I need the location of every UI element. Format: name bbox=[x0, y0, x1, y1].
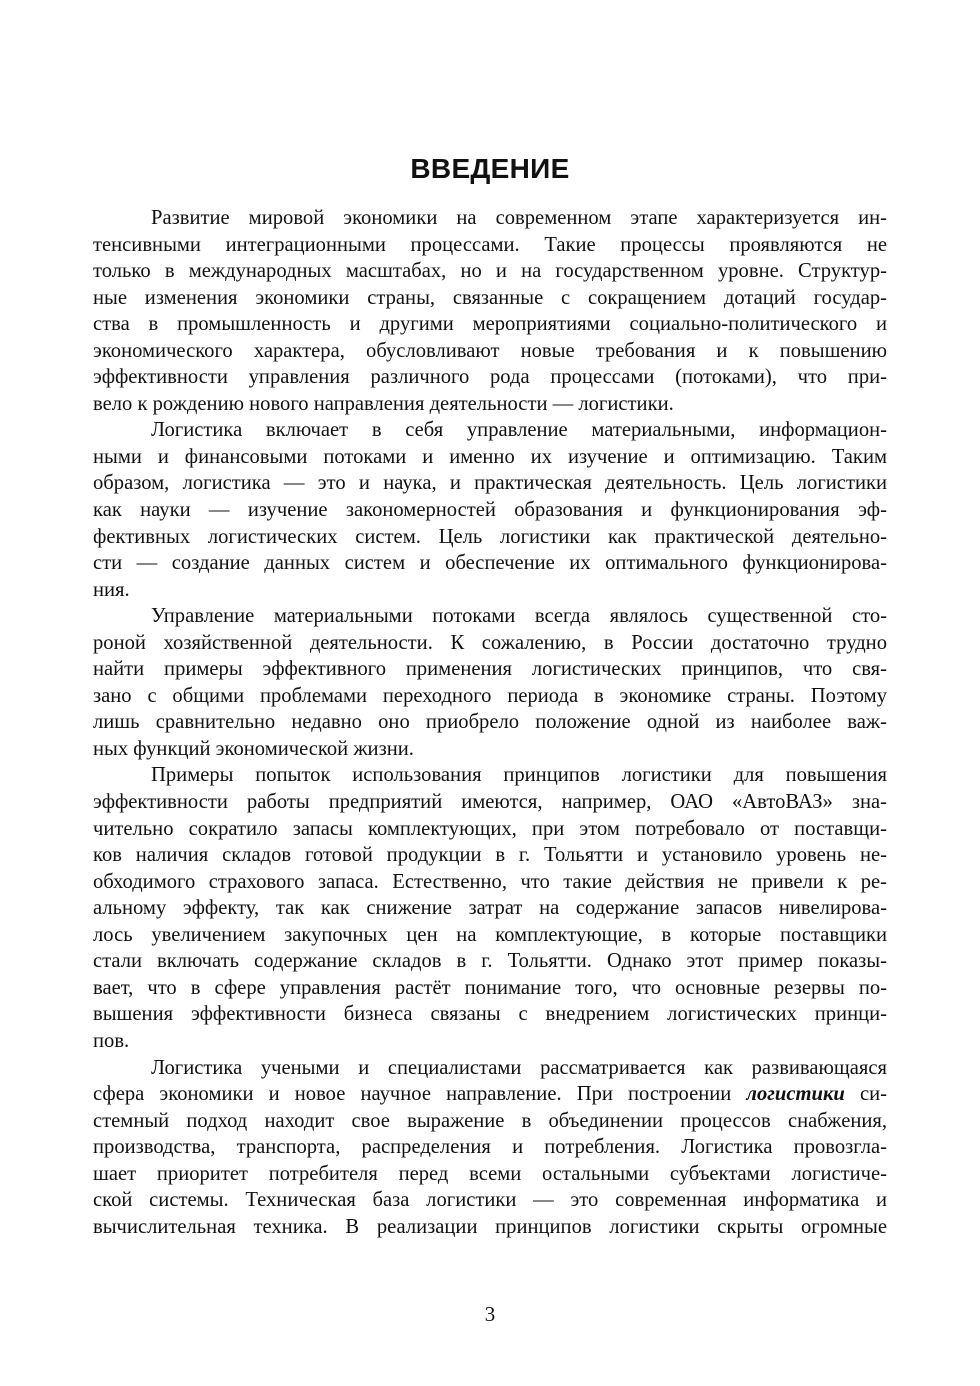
text-line: вело к рождению нового направления деятельности — логистики. bbox=[93, 392, 674, 415]
text-line: Примеры попыток использования принципов логистики для повышения bbox=[151, 764, 887, 787]
text-line: чительно сократило запасы комплектующих, при этом потребовало от поставщи- bbox=[93, 817, 887, 840]
text-line bbox=[93, 1081, 887, 1108]
text-line: найти примеры эффективного применения логистических принципов, что свя- bbox=[93, 658, 887, 681]
paragraph-3 bbox=[93, 603, 887, 762]
text-line: вает, что в сфере управления растёт понимание того, что основные резервы по- bbox=[93, 976, 887, 999]
text-line: зано с общими проблемами переходного периода в экономике страны. Поэтому bbox=[93, 684, 887, 707]
text-line: Логистика включает в себя управление материальными, информацион- bbox=[151, 419, 887, 442]
text-line: лишь сравнительно недавно оно приобрело положение одной из наиболее важ- bbox=[93, 711, 887, 734]
text-line: как науки — изучение закономерностей образования и функционирования эф- bbox=[93, 499, 887, 522]
text-line: Управление материальными потоками всегда являлось существенной сто- bbox=[151, 605, 887, 628]
text-line: стемный подход находит свое выражение в объединении процессов снабжения, bbox=[93, 1109, 887, 1132]
text-line: ков наличия складов готовой продукции в г. Тольятти и установило уровень не- bbox=[93, 844, 887, 867]
text-line: ными и финансовыми потоками и именно их изучение и оптимизацию. Таким bbox=[93, 445, 887, 468]
paragraph-5 bbox=[93, 1055, 887, 1241]
text-line: ской системы. Техническая база логистики — это современная информатика и bbox=[93, 1189, 887, 1212]
text-line: фективных логистических систем. Цель логистики как практической деятельно- bbox=[93, 525, 887, 548]
text-line: Логистика учеными и специалистами рассматривается как развивающаяся bbox=[151, 1056, 887, 1079]
page-number: 3 bbox=[484, 1302, 496, 1326]
text-segment: сфера экономики и новое научное направление. При построении bbox=[93, 1083, 747, 1106]
text-line: образом, логистика — это и наука, и практическая деятельность. Цель логистики bbox=[93, 472, 887, 495]
text-line: ные изменения экономики страны, связанные с сокращением дотаций государ- bbox=[93, 286, 887, 309]
text-line: сти — создание данных систем и обеспечение их оптимального функционирова- bbox=[93, 552, 887, 575]
text-line: вышения эффективности бизнеса связаны с внедрением логистических принци- bbox=[93, 1003, 887, 1026]
emphasized-term: логистики bbox=[746, 1083, 845, 1106]
text-line: производства, транспорта, распределения и потребления. Логистика провозгла- bbox=[93, 1136, 887, 1159]
paragraph-2 bbox=[93, 417, 887, 603]
paragraph-4 bbox=[93, 762, 887, 1054]
text-line: альному эффекту, так как снижение затрат на содержание запасов нивелирова- bbox=[93, 897, 887, 920]
text-line: вычислительная техника. В реализации принципов логистики скрыты огромные bbox=[93, 1215, 887, 1238]
body-text bbox=[93, 205, 887, 1240]
text-line: стали включать содержание складов в г. Тольятти. Однако этот пример показы- bbox=[93, 950, 887, 973]
text-line: тенсивными интеграционными процессами. Такие процессы проявляются не bbox=[93, 233, 887, 256]
paragraph-1 bbox=[93, 205, 887, 417]
text-line: лось увеличением закупочных цен на комплектующие, в которые поставщики bbox=[93, 923, 887, 946]
text-line: шает приоритет потребителя перед всеми остальными субъектами логистиче- bbox=[93, 1162, 887, 1185]
text-line: эффективности работы предприятий имеются, например, ОАО «АвтоВАЗ» зна- bbox=[93, 791, 887, 814]
text-line: роной хозяйственной деятельности. К сожалению, в России достаточно трудно bbox=[93, 631, 887, 654]
text-line: ния. bbox=[93, 578, 130, 601]
text-line: пов. bbox=[93, 1029, 130, 1052]
text-line: обходимого страхового запаса. Естественно, что такие действия не привели к ре- bbox=[93, 870, 887, 893]
text-line: ства в промышленность и другими мероприятиями социально-политического и bbox=[93, 313, 887, 336]
text-segment: си- bbox=[844, 1083, 887, 1106]
text-line: ных функций экономической жизни. bbox=[93, 737, 414, 760]
text-line: эффективности управления различного рода процессами (потоками), что при- bbox=[93, 366, 887, 389]
text-line: только в международных масштабах, но и на государственном уровне. Структур- bbox=[93, 260, 887, 283]
text-line: Развитие мировой экономики на современном этапе характеризуется ин- bbox=[151, 207, 887, 229]
text-line: экономического характера, обусловливают новые требования и к повышению bbox=[93, 339, 887, 362]
page-title: ВВЕДЕНИЕ bbox=[410, 153, 570, 184]
